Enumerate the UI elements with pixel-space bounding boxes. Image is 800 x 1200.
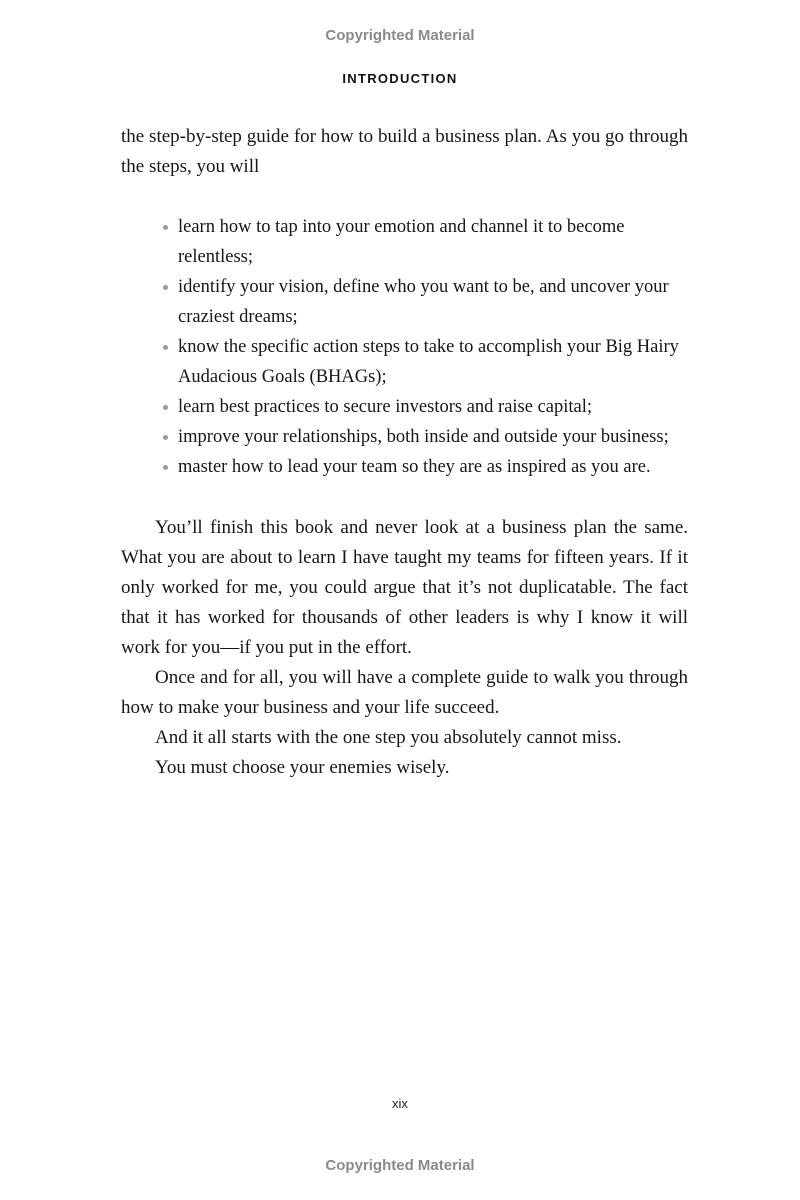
paragraph: Once and for all, you will have a complete guide to walk you through how to make your business and your life succeed. (121, 667, 688, 718)
intro-paragraph: the step-by-step guide for how to build a business plan. As you go through the steps, you will (121, 126, 688, 177)
paragraph: You must choose your enemies wisely. (155, 757, 450, 778)
list-item (160, 272, 690, 332)
list-item (160, 392, 690, 422)
body-paragraphs (121, 513, 688, 783)
list-item-text: identify your vision, define who you want to be, and uncover your craziest dreams; (178, 277, 669, 327)
bullet-icon (163, 405, 168, 410)
list-item (160, 212, 690, 272)
bullet-icon (163, 345, 168, 350)
copyright-watermark-bottom: Copyrighted Material (325, 1157, 475, 1174)
bullet-icon (163, 435, 168, 440)
bullet-icon (163, 285, 168, 290)
bullet-list (160, 212, 690, 482)
paragraph: And it all starts with the one step you absolutely cannot miss. (155, 727, 622, 748)
copyright-watermark-top: Copyrighted Material (325, 27, 475, 44)
page-number: xix (392, 1096, 408, 1111)
list-item (160, 452, 690, 482)
list-item (160, 422, 690, 452)
bullet-icon (163, 225, 168, 230)
list-item-text: know the specific action steps to take to accomplish your Big Hairy Audacious Goals (BHAGs); (178, 337, 679, 387)
list-item-text: learn how to tap into your emotion and channel it to become relentless; (178, 217, 625, 267)
list-item-text: learn best practices to secure investors and raise capital; (178, 397, 593, 417)
running-head: INTRODUCTION (342, 71, 458, 86)
list-item-text: master how to lead your team so they are as inspired as you are. (178, 457, 651, 477)
list-item-text: improve your relationships, both inside and outside your business; (178, 427, 669, 447)
list-item (160, 332, 690, 392)
bullet-icon (163, 465, 168, 470)
paragraph: You’ll finish this book and never look at a business plan the same. What you are about to learn I have taught my teams for fifteen years. If it only worked for me, you could argue that it’s not duplicatable. The fact that it has worked for thousands of other leaders is why I know it will work for you—if you put in the effort. (121, 517, 688, 658)
